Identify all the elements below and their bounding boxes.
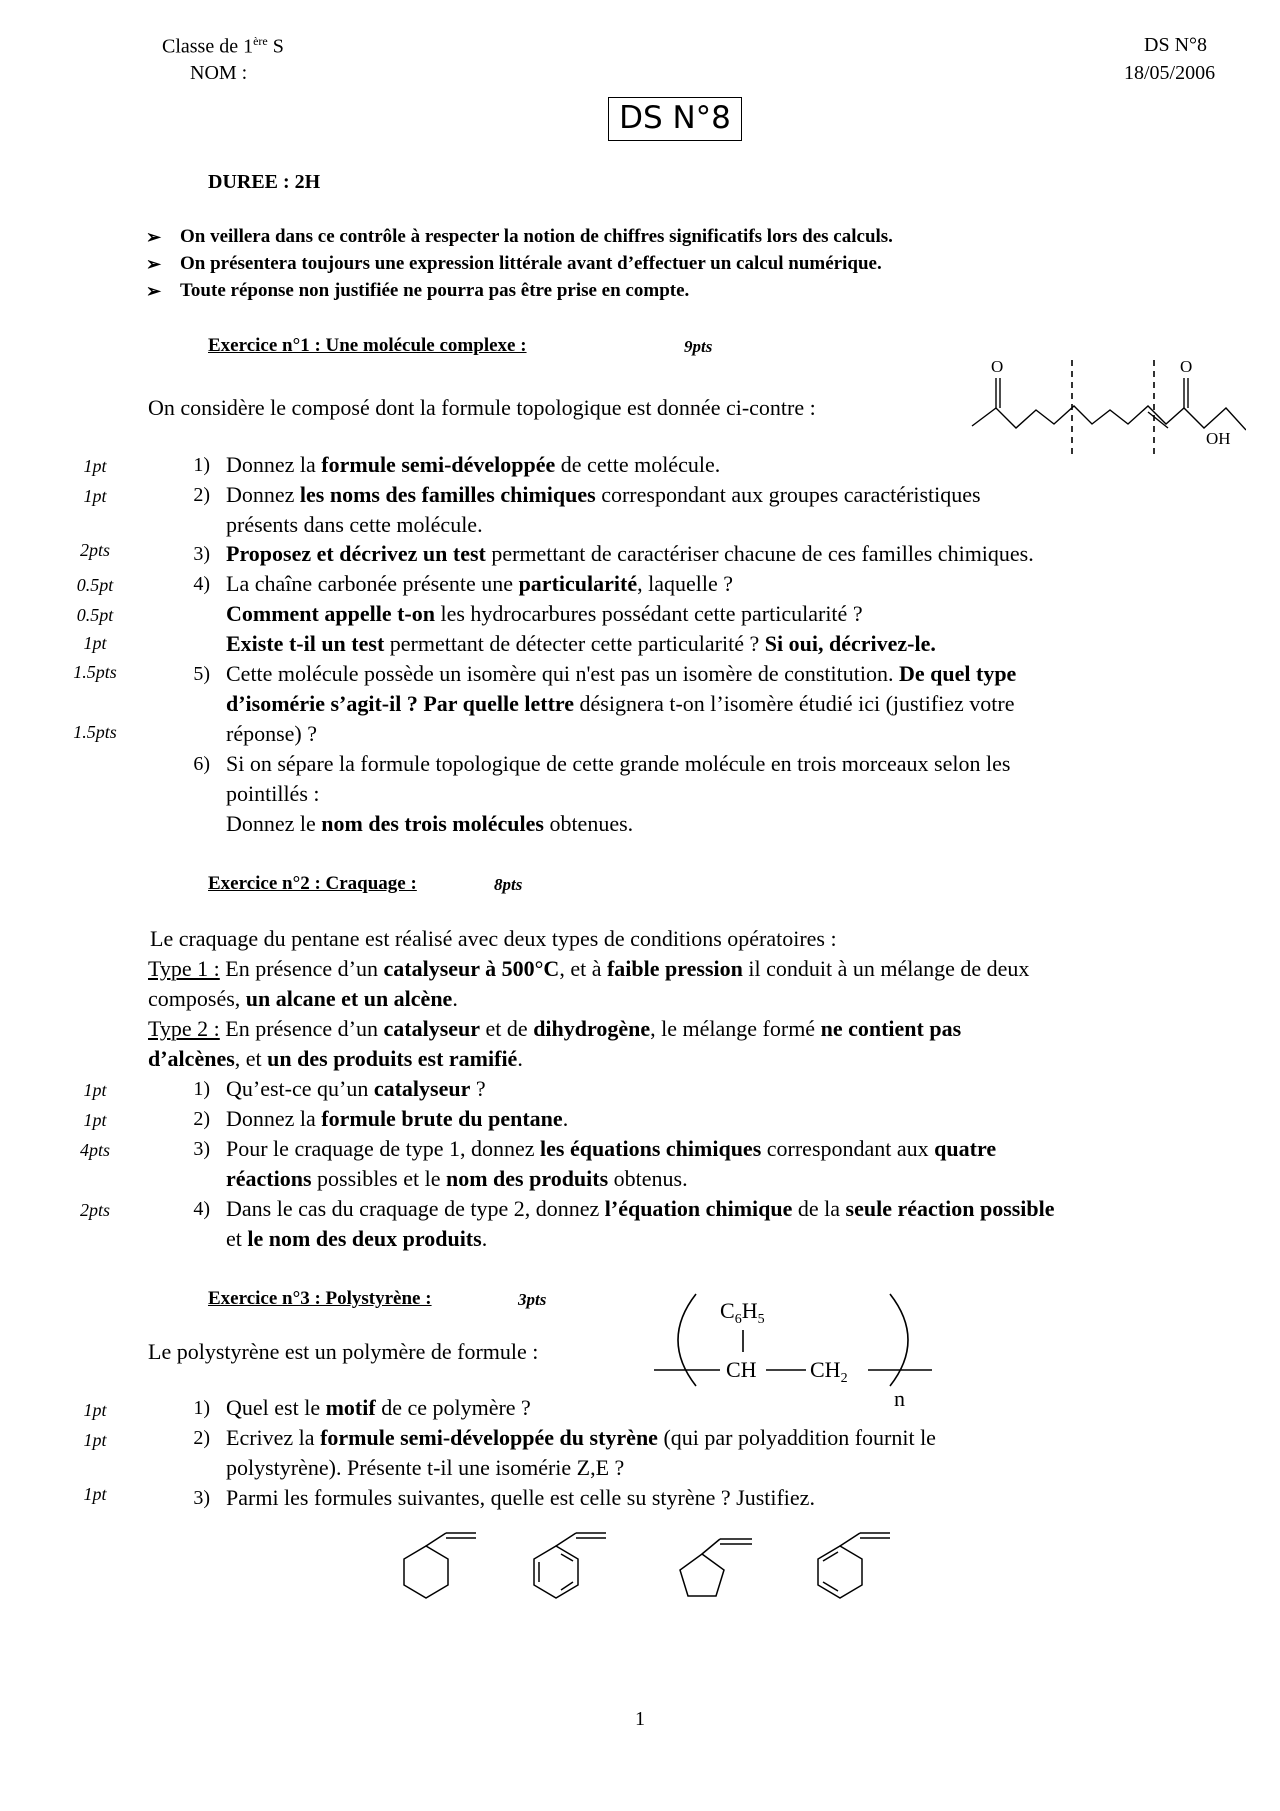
ds-label: DS N°8 xyxy=(1144,34,1208,56)
question-number: 2) xyxy=(193,484,210,506)
question-number: 3) xyxy=(193,1138,210,1160)
margin-points: 1pt xyxy=(83,1110,107,1130)
ex3-points: 3pts xyxy=(518,1290,547,1309)
candidate-structures-diagram xyxy=(362,1524,972,1634)
ex1-intro: On considère le composé dont la formule topologique est donnée ci-contre : xyxy=(148,395,816,420)
boxed-title: DS N°8 xyxy=(608,97,742,141)
ex1-question-4-c: Existe t-il un test permettant de détecter cette particularité ? Si oui, décrivez-le. xyxy=(226,631,936,656)
instruction-3: Toute réponse non justifiée ne pourra pas être prise en compte. xyxy=(180,280,690,301)
ex2-question-3: Pour le craquage de type 1, donnez les équations chimiques correspondant aux quatre xyxy=(226,1136,997,1161)
ex3-intro: Le polystyrène est un polymère de formule : xyxy=(148,1339,539,1364)
ex3-question-3: Parmi les formules suivantes, quelle est celle su styrène ? Justifiez. xyxy=(226,1485,815,1510)
margin-points: 1pt xyxy=(83,1484,107,1504)
nom-label: NOM : xyxy=(190,62,248,84)
ex1-question-4: La chaîne carbonée présente une particularité, laquelle ? xyxy=(226,571,733,596)
ex1-question-4-b: Comment appelle t-on les hydrocarbures possédant cette particularité ? xyxy=(226,601,863,626)
margin-points: 1pt xyxy=(83,456,107,476)
ex3-question-1: Quel est le motif de ce polymère ? xyxy=(226,1395,531,1420)
question-number: 5) xyxy=(193,663,210,685)
ex2-type2: Type 2 : En présence d’un catalyseur et de dihydrogène, le mélange formé ne contient pas xyxy=(148,1016,962,1041)
ex1-question-1: Donnez la formule semi-développée de cette molécule. xyxy=(226,452,721,477)
ex1-question-5: Cette molécule possède un isomère qui n'est pas un isomère de constitution. De quel type xyxy=(226,661,1017,686)
ex1-question-2-cont: présents dans cette molécule. xyxy=(226,512,483,537)
margin-points: 1pt xyxy=(83,486,107,506)
ex2-points: 8pts xyxy=(494,875,523,894)
margin-points: 0.5pt xyxy=(76,575,114,595)
question-number: 1) xyxy=(193,454,210,476)
ex2-question-2: Donnez la formule brute du pentane. xyxy=(226,1106,569,1131)
ex1-points: 9pts xyxy=(684,337,713,356)
question-number: 1) xyxy=(193,1078,210,1100)
topological-formula-diagram xyxy=(968,354,1246,458)
right-parenthesis xyxy=(890,1294,908,1386)
cyclohexadiene-vinyl-structure xyxy=(818,1533,890,1598)
margin-points: 1pt xyxy=(83,633,107,653)
ex1-question-2: Donnez les noms des familles chimiques correspondant aux groupes caractéristiques xyxy=(226,482,981,507)
polystyrene-formula-diagram xyxy=(654,1288,934,1416)
question-number: 2) xyxy=(193,1427,210,1449)
cyclopentane-vinyl-structure xyxy=(680,1539,752,1596)
ex3-title: Exercice n°3 : Polystyrène : xyxy=(208,1288,432,1309)
bullet-icon: ➢ xyxy=(146,227,162,247)
benzene-vinyl-structure xyxy=(534,1533,606,1598)
ex2-question-4-b: et le nom des deux produits. xyxy=(226,1226,488,1251)
oxygen-label: O xyxy=(1180,357,1193,376)
ch2-label: $CH_2$ xyxy=(810,1357,848,1386)
margin-points: 4pts xyxy=(79,1140,110,1160)
margin-points: 1pt xyxy=(83,1400,107,1420)
duration: DUREE : 2H xyxy=(208,171,321,193)
left-parenthesis xyxy=(678,1294,696,1386)
date-label: 18/05/2006 xyxy=(1124,62,1216,84)
question-number: 2) xyxy=(193,1108,210,1130)
margin-points: 1pt xyxy=(83,1080,107,1100)
page-number: 1 xyxy=(635,1708,645,1730)
margin-points: 2pts xyxy=(79,540,110,560)
ex1-question-6-b: pointillés : xyxy=(226,781,320,806)
ex1-question-6-c: Donnez le nom des trois molécules obtenues. xyxy=(226,811,634,836)
ex2-type1-cont: composés, un alcane et un alcène. xyxy=(148,986,458,1011)
ex2-type1: Type 1 : En présence d’un catalyseur à 500°C, et à faible pression il conduit à un mélange de deux xyxy=(148,956,1030,981)
ex2-intro: Le craquage du pentane est réalisé avec deux types de conditions opératoires : xyxy=(150,926,837,951)
ex1-question-5-c: réponse) ? xyxy=(226,721,318,746)
ex2-title: Exercice n°2 : Craquage : xyxy=(208,873,417,894)
ex1-question-5-b: d’isomérie s’agit-il ? Par quelle lettre désignera t-on l’isomère étudié ici (justifiez votre xyxy=(226,691,1015,716)
margin-points: 1.5pts xyxy=(73,662,117,682)
n-label: n xyxy=(894,1386,905,1411)
hydroxyl-label: OH xyxy=(1206,429,1231,448)
margin-points: 1pt xyxy=(83,1430,107,1450)
ch-label: CH xyxy=(726,1357,757,1382)
ex1-question-3: Proposez et décrivez un test permettant de caractériser chacune de ces familles chimiques. xyxy=(226,541,1034,566)
oxygen-label: O xyxy=(991,357,1004,376)
bullet-icon: ➢ xyxy=(146,254,162,274)
ex2-type2-cont: d’alcènes, et un des produits est ramifié. xyxy=(148,1046,523,1071)
ex3-question-2-b: polystyrène). Présente t-il une isomérie Z,E ? xyxy=(226,1455,625,1480)
ex1-question-6: Si on sépare la formule topologique de cette grande molécule en trois morceaux selon les xyxy=(226,751,1011,776)
margin-points: 0.5pt xyxy=(76,605,114,625)
class-label: Classe de 1ère S xyxy=(162,34,284,58)
ex1-title: Exercice n°1 : Une molécule complexe : xyxy=(208,335,527,356)
margin-points: 2pts xyxy=(79,1200,110,1220)
ex2-question-4: Dans le cas du craquage de type 2, donnez l’équation chimique de la seule réaction possible xyxy=(226,1196,1055,1221)
ex2-question-3-b: réactions possibles et le nom des produits obtenus. xyxy=(226,1166,688,1191)
question-number: 3) xyxy=(193,543,210,565)
ex3-question-2: Ecrivez la formule semi-développée du styrène (qui par polyaddition fournit le xyxy=(226,1425,936,1450)
question-number: 4) xyxy=(193,1198,210,1220)
instruction-1: On veillera dans ce contrôle à respecter la notion de chiffres significatifs lors des calculs. xyxy=(180,226,893,247)
margin-points: 1.5pts xyxy=(73,722,117,742)
ex2-question-1: Qu’est-ce qu’un catalyseur ? xyxy=(226,1076,486,1101)
question-number: 6) xyxy=(193,753,210,775)
question-number: 3) xyxy=(193,1487,210,1509)
bullet-icon: ➢ xyxy=(146,281,162,301)
c6h5-label: $C_6H_5$ xyxy=(720,1298,765,1327)
instruction-2: On présentera toujours une expression littérale avant d’effectuer un calcul numérique. xyxy=(180,253,882,274)
cyclohexane-vinyl-structure xyxy=(404,1533,476,1598)
question-number: 4) xyxy=(193,573,210,595)
question-number: 1) xyxy=(193,1397,210,1419)
